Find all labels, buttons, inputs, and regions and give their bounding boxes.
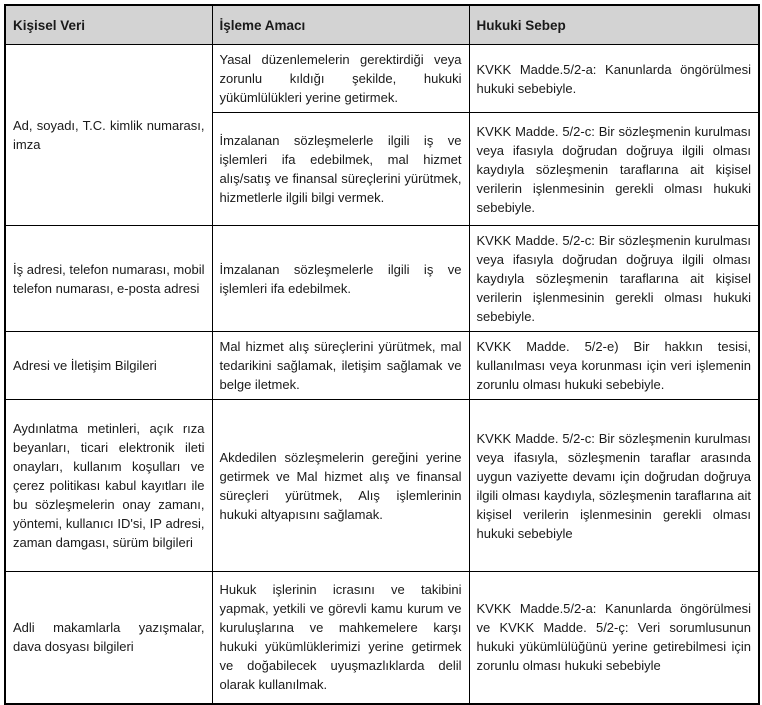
- column-header-processing-purpose: İşleme Amacı: [212, 5, 469, 45]
- legal-basis-cell: KVKK Madde. 5/2-c: Bir sözleşmenin kurulması veya ifasıyla, sözleşmenin taraflar arasında uygun vaziyette devamı için doğrudan doğruya ilgili olması kaydıyla, sözleşmenin taraflarına ait kişisel verilerin işlenmesinin gerekli olması hukuki sebebiyle: [469, 400, 759, 572]
- personal-data-cell: Aydınlatma metinleri, açık rıza beyanları, ticari elektronik ileti onayları, kullanım koşulları ve çerez politikası kabul kayıtları ile bu sözleşmelerin onay zamanı, yöntemi, kullanıcı ID'si, IP adresi, zaman damgası, sürüm bilgileri: [5, 400, 212, 572]
- table-row: [5, 572, 759, 704]
- purpose-cell: İmzalanan sözleşmelerle ilgili iş ve işlemleri ifa edebilmek.: [212, 226, 469, 332]
- legal-basis-cell: KVKK Madde. 5/2-c: Bir sözleşmenin kurulması veya ifasıyla doğrudan doğruya ilgili olması kaydıyla sözleşmenin taraflarına ait kişisel verilerin işlenmesinin gerekli olması hukuki sebebiyle.: [469, 113, 759, 226]
- personal-data-cell: Adli makamlarla yazışmalar, dava dosyası bilgileri: [5, 572, 212, 704]
- purpose-cell: Mal hizmet alış süreçlerini yürütmek, mal tedarikini sağlamak, iletişim sağlamak ve belge iletmek.: [212, 332, 469, 400]
- purpose-cell: Yasal düzenlemelerin gerektirdiği veya zorunlu kıldığı şekilde, hukuki yükümlülükleri yerine getirmek.: [212, 45, 469, 113]
- personal-data-cell: Adresi ve İletişim Bilgileri: [5, 332, 212, 400]
- purpose-cell: Akdedilen sözleşmelerin gereğini yerine getirmek ve Mal hizmet alış ve finansal süreçleri yürütmek, Alış işlemlerinin hukuki altyapısını sağlamak.: [212, 400, 469, 572]
- legal-basis-cell: KVKK Madde. 5/2-c: Bir sözleşmenin kurulması veya ifasıyla doğrudan doğruya ilgili olması kaydıyla sözleşmenin taraflarına ait kişisel verilerin işlenmesinin gerekli olması hukuki sebebiyle.: [469, 226, 759, 332]
- table-row: [5, 226, 759, 332]
- table-row: [5, 400, 759, 572]
- header-row: [5, 5, 759, 45]
- purpose-cell: İmzalanan sözleşmelerle ilgili iş ve işlemleri ifa edebilmek, mal hizmet alış/satış ve finansal süreçlerini yürütmek, hizmetlerle ilgili bilgi vermek.: [212, 113, 469, 226]
- column-header-personal-data: Kişisel Veri: [5, 5, 212, 45]
- legal-basis-cell: KVKK Madde. 5/2-e) Bir hakkın tesisi, kullanılması veya korunması için veri işlemenin zorunlu olması hukuki sebebiyle.: [469, 332, 759, 400]
- purpose-cell: Hukuk işlerinin icrasını ve takibini yapmak, yetkili ve görevli kamu kurum ve kuruluşlarına ve mahkemelere karşı hukuki yükümlüklerimizi yerine getirmek ve doğabilecek uyuşmazlıklarda delil olarak kullanılmak.: [212, 572, 469, 704]
- legal-basis-cell: KVKK Madde.5/2-a: Kanunlarda öngörülmesi hukuki sebebiyle.: [469, 45, 759, 113]
- table-row: [5, 332, 759, 400]
- personal-data-cell: Ad, soyadı, T.C. kimlik numarası, imza: [5, 45, 212, 226]
- column-header-legal-basis: Hukuki Sebep: [469, 5, 759, 45]
- personal-data-cell: İş adresi, telefon numarası, mobil telefon numarası, e-posta adresi: [5, 226, 212, 332]
- legal-basis-cell: KVKK Madde.5/2-a: Kanunlarda öngörülmesi ve KVKK Madde. 5/2-ç: Veri sorumlusunun hukuki yükümlülüğünü yerine getirebilmesi için zorunlu olması hukuki sebebiyle: [469, 572, 759, 704]
- table-row: [5, 45, 759, 113]
- kvkk-personal-data-table: [4, 4, 760, 705]
